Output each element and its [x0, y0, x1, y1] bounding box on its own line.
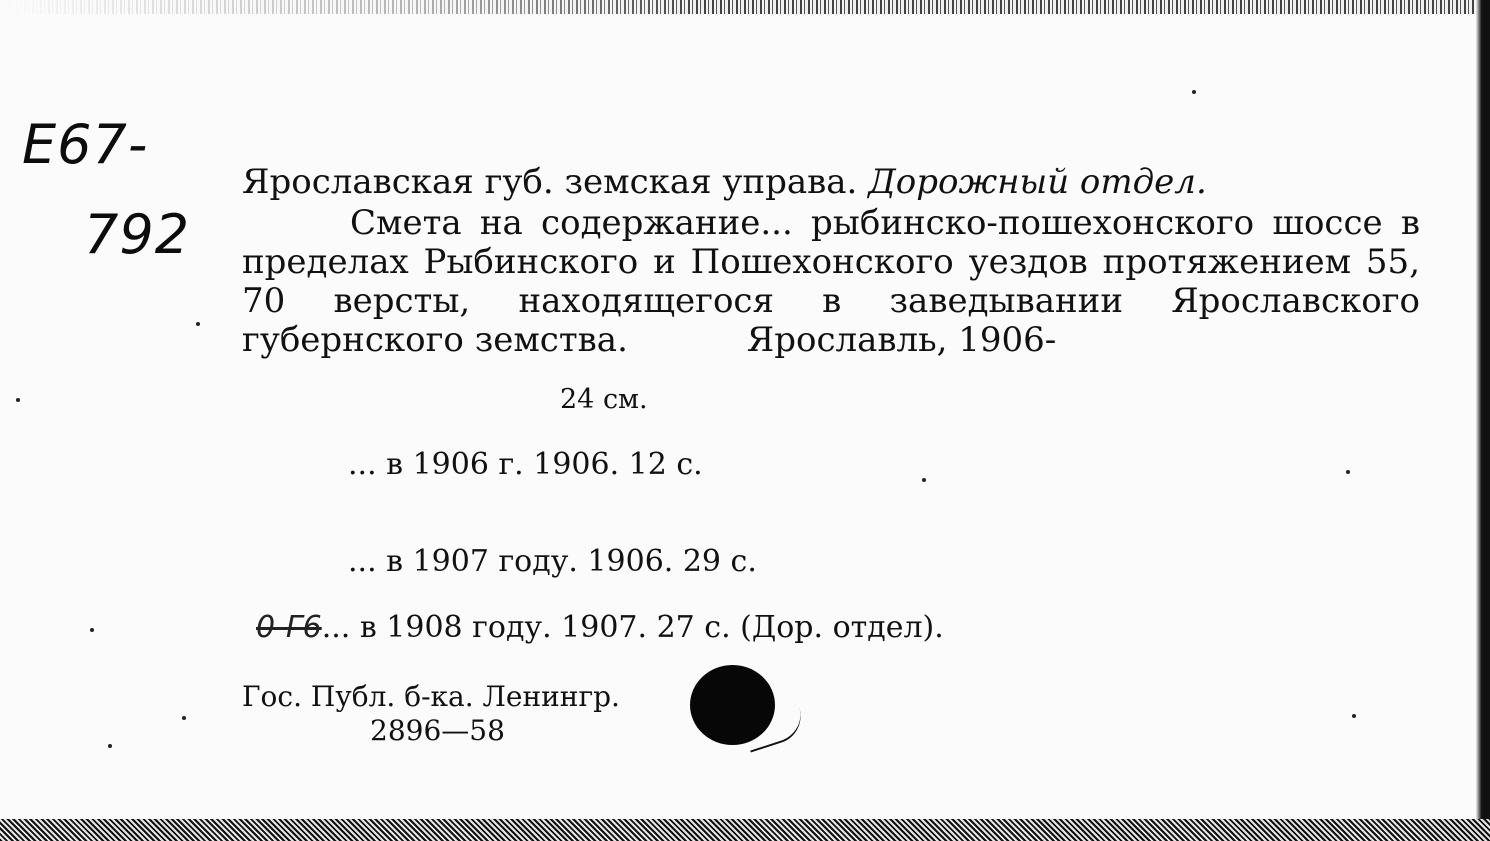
ink-speck: [182, 716, 186, 720]
ink-speck: [1192, 90, 1196, 94]
entry-size: 24 см.: [560, 384, 648, 415]
library-name: Гос. Публ. б-ка. Ленингр.: [242, 680, 620, 713]
bibliographic-entry: [242, 162, 1420, 360]
edition-item: [256, 610, 944, 646]
entry-author: Ярославская губ. земская управа.: [242, 162, 858, 202]
card-right-edge: [1476, 0, 1490, 841]
card-bottom-edge: [0, 819, 1490, 841]
library-attribution: [242, 680, 620, 748]
edition-text: ... в 1908 году. 1907. 27 с. (Дор. отдел).: [321, 610, 944, 645]
entry-title-block: [242, 204, 1420, 360]
card-top-edge-fade: [0, 0, 700, 14]
ink-speck: [90, 628, 94, 632]
ink-speck: [1346, 470, 1350, 474]
call-number-line-1: E67-: [22, 113, 149, 176]
ink-speck: [196, 322, 200, 326]
edition-item: [348, 544, 757, 580]
library-number: 2896—58: [370, 714, 505, 747]
ink-speck: [1352, 714, 1356, 718]
ink-speck: [922, 478, 926, 482]
ink-speck: [108, 744, 112, 748]
entry-place-year: Ярославль, 1906-: [746, 320, 1057, 360]
entry-heading: [242, 162, 1420, 202]
edition-handwritten-prefix: 0-Г6: [256, 610, 322, 645]
handwritten-call-number: [22, 100, 190, 280]
entry-department: Дорожный отдел.: [868, 162, 1207, 202]
edition-text: ... в 1906 г. 1906. 12 с.: [348, 447, 703, 482]
call-number-line-2: 792: [84, 203, 191, 266]
entry-title: Смета на содержание... рыбинско-пошехонского шоссе в пределах Рыбинского и Пошехонского уездов протяжением 55, 70 версты, находящегося в заведывании Ярославского губернского земства.: [242, 203, 1420, 360]
edition-text: ... в 1907 году. 1906. 29 с.: [348, 544, 757, 579]
edition-item: [348, 447, 703, 483]
ink-speck: [16, 398, 20, 402]
